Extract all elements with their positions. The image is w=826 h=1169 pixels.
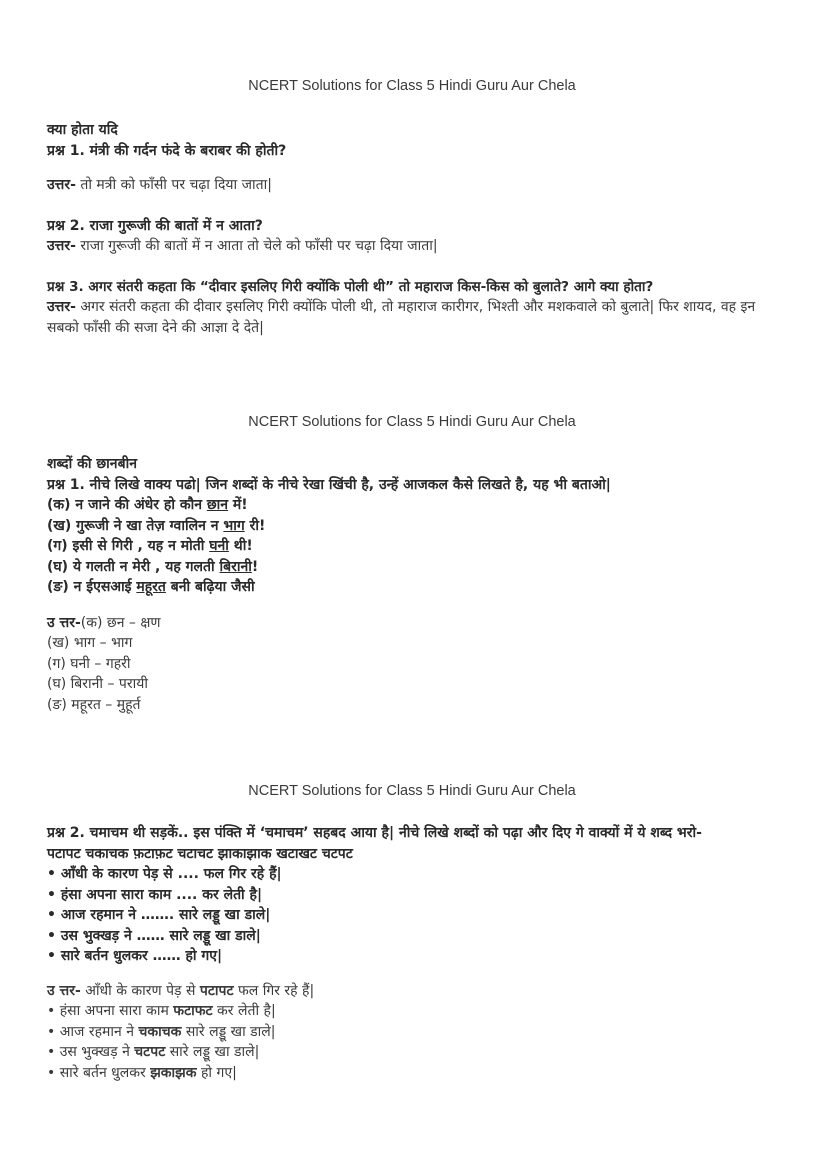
- section-fill-blanks: [47, 783, 777, 1083]
- section-heading: क्या होता यदि: [47, 122, 118, 138]
- answer-item: (घ) बिरानी – परायी: [47, 676, 148, 692]
- answer-text: सारे लड्डू खा डाले|: [165, 1044, 260, 1060]
- underlined-word: बिरानी: [219, 558, 252, 575]
- blank-sentence: • हंसा अपना सारा काम .... कर लेती है|: [47, 886, 263, 903]
- answer-item: [47, 1042, 777, 1063]
- answer-item: (ख) भाग – भाग: [47, 635, 133, 651]
- question-3: प्रश्न 3. अगर संतरी कहता कि “दीवार इसलिए गिरी क्योंकि पोली थी” तो महाराज किस-किस को बुलाते? आगे क्या होता?: [47, 278, 654, 295]
- sentence-item: [47, 536, 777, 557]
- section-what-if: [47, 78, 777, 338]
- filled-word: पटापट: [199, 982, 234, 999]
- answer-text: फल गिर रहे हैं|: [233, 982, 315, 999]
- sentence-text: बनी बढ़िया जैसी: [165, 579, 255, 595]
- answer-text: हो गए|: [196, 1064, 237, 1081]
- sentence-text: (ख) गुरूजी ने खा तेज़ ग्वालिन न: [47, 517, 224, 534]
- sentence-item: [47, 495, 777, 516]
- sentence-item: [47, 516, 777, 537]
- blank-sentence: • उस भुक्खड़ ने …… सारे लड्डू खा डाले|: [47, 927, 261, 944]
- sentence-item: [47, 557, 777, 578]
- sentence-list: [47, 495, 777, 598]
- sentence-item: [47, 577, 777, 598]
- sentence-text: (क) न जाने की अंधेर हो कौन: [47, 497, 207, 513]
- answer-item: [47, 1022, 777, 1043]
- answer-2: उत्तर- राजा गुरूजी की बातों में न आता तो चेले को फाँसी पर चढ़ा दिया जाता|: [47, 238, 438, 254]
- answer-text: • आज रहमान ने: [47, 1023, 139, 1040]
- answer-label: उ त्तर-: [47, 614, 81, 631]
- page-header: NCERT Solutions for Class 5 Hindi Guru Aur Chela: [248, 783, 576, 799]
- sentence-text: (ङ) न ईएसआई: [47, 579, 137, 595]
- sentence-text: !: [251, 558, 259, 575]
- question-1: प्रश्न 1. मंत्री की गर्दन फंदे के बराबर की होती?: [47, 142, 287, 159]
- filled-word: चकाचक: [138, 1023, 182, 1040]
- sentence-text: (घ) ये गलती न मेरी , यह गलती: [47, 558, 220, 575]
- underlined-word: छान: [206, 497, 229, 513]
- answer-first: (क) छन – क्षण: [80, 614, 161, 631]
- blank-sentence: • सारे बर्तन धुलकर …… हो गए|: [47, 948, 223, 964]
- sentence-text: (ग) इसी से गिरी , यह न मोती: [47, 538, 210, 554]
- blank-sentence: • आज रहमान ने ……. सारे लड्डू खा डाले|: [47, 907, 271, 923]
- underlined-word: भाग: [223, 517, 245, 534]
- blank-sentence: • आँधी के कारण पेड़ से .... फल गिर रहे हैं|: [47, 866, 282, 882]
- answer-text: • उस भुक्खड़ ने: [47, 1044, 135, 1060]
- answer-text: • सारे बर्तन धुलकर: [47, 1064, 151, 1081]
- question-1: प्रश्न 1. नीचे लिखे वाक्य पढो| जिन शब्दों के नीचे रेखा खिंची है, उन्हें आजकल कैसे लिखते है, यह भी बताओ|: [47, 476, 611, 493]
- answer-item: [47, 981, 777, 1002]
- filled-word: फटाफट: [173, 1003, 213, 1019]
- blank-list: [47, 864, 777, 967]
- sentence-text: में!: [228, 497, 248, 513]
- section-heading: शब्दों की छानबीन: [47, 456, 137, 472]
- sentence-text: री!: [244, 517, 266, 534]
- answer-label: उ त्तर-: [47, 982, 81, 999]
- sentence-text: थी!: [228, 538, 253, 554]
- answer-text: सारे लड्डू खा डाले|: [181, 1023, 276, 1040]
- section-word-study: [47, 414, 777, 715]
- word-bank: पटापट चकाचक फ़टाफ़ट चटाचट झाकाझाक खटाखट चटपट: [47, 845, 353, 862]
- underlined-word: महूरत: [136, 579, 166, 595]
- answer-list: [47, 633, 777, 715]
- question-2: प्रश्न 2. राजा गुरूजी की बातों में न आता?: [47, 217, 263, 234]
- question-2: प्रश्न 2. चमाचम थी सड़कें.. इस पंक्ति में ‘चमाचम’ सहबद आया है| नीचे लिखे शब्दों को पढ़ा और दिए गे वाक्यों में ये शब्द भरो-: [47, 825, 702, 841]
- answer-text: कर लेती है|: [212, 1003, 276, 1019]
- answer-item: [47, 1063, 777, 1084]
- filled-word: झकाझक: [150, 1064, 197, 1081]
- answer-item: (ग) घनी – गहरी: [47, 655, 131, 672]
- answer-1: उत्तर- तो मत्री को फाँसी पर चढ़ा दिया जाता|: [47, 177, 272, 193]
- filled-word: चटपट: [134, 1044, 166, 1060]
- answer-list: [47, 981, 777, 1084]
- answer-text: • हंसा अपना सारा काम: [47, 1003, 174, 1019]
- answer-item: [47, 1001, 777, 1022]
- page-header: NCERT Solutions for Class 5 Hindi Guru Aur Chela: [248, 414, 576, 430]
- underlined-word: घनी: [209, 538, 229, 554]
- answer-text: आँधी के कारण पेड़ से: [80, 982, 200, 999]
- answer-3: उत्तर- अगर संतरी कहता की दीवार इसलिए गिरी क्योंकि पोली थी, तो महाराज कारीगर, भिश्ती और मशकवाले को बुलाते| फिर शायद, वह इन सबको फाँसी की सजा देने की आज्ञा दे देते|: [47, 299, 756, 336]
- page-header: NCERT Solutions for Class 5 Hindi Guru Aur Chela: [248, 78, 576, 94]
- answer-item: (ङ) महूरत – मुहूर्त: [47, 696, 141, 713]
